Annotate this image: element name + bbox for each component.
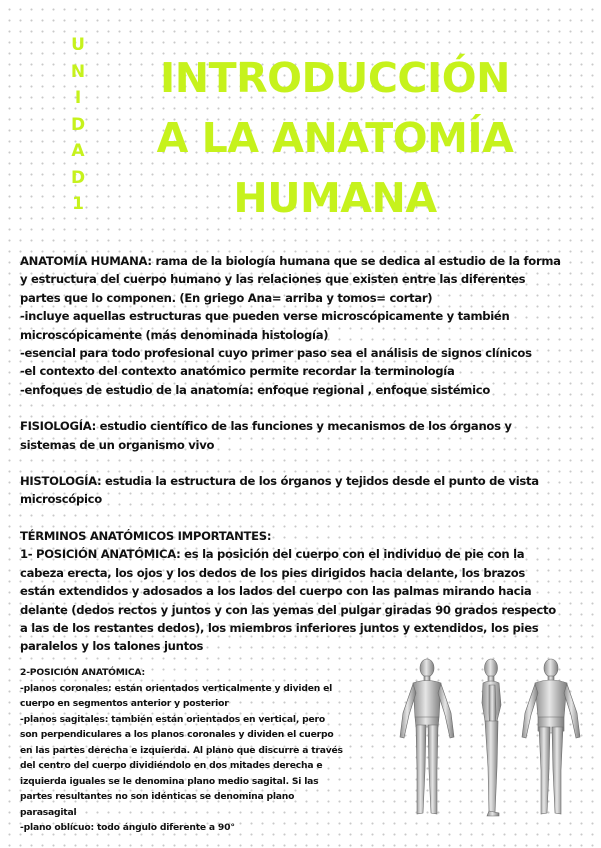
text-line: cuerpo en segmentos anterior y posterior: [20, 698, 229, 709]
text-line: -plano oblícuo: todo ángulo diferente a 90°: [20, 822, 235, 833]
title-line: A LA ANATOMÍA: [156, 114, 514, 162]
text-line: 1- POSICIÓN ANATÓMICA: es la posición del cuerpo con el individuo de pie con la: [20, 547, 525, 562]
text-line: HISTOLOGÍA: estudia la estructura de los órganos y tejidos desde el punto de vista: [20, 474, 539, 489]
text-line: a las de los restantes dedos), los miembros inferiores juntos y extendidos, los pies: [20, 620, 539, 635]
fisiologia-section: [20, 417, 580, 454]
text-line: -esencial para todo profesional cuyo primer paso sea el análisis de signos clínicos: [20, 346, 532, 361]
unit-letter: I: [74, 88, 82, 108]
text-line: -planos sagitales: también están orientados en vertical, pero: [20, 713, 325, 725]
text-line: delante (dedos rectos y juntos y con las yemas del pulgar giradas 90 grados respecto: [20, 602, 556, 617]
text-line: están extendidos y adosados a los lados del cuerpo con las palmas mirando hacia: [20, 584, 532, 599]
terminos-section: [20, 527, 580, 656]
text-line: partes resultantes no son idénticas se denomina plano: [20, 791, 295, 802]
text-line: microscópicamente (más denominada histología): [20, 327, 329, 342]
text-line: son perpendiculares a los planos coronales y dividen el cuerpo: [20, 729, 334, 740]
unit-letter: A: [71, 141, 85, 161]
title-line: INTRODUCCIÓN: [160, 54, 510, 102]
posicion2-section: [20, 665, 380, 836]
unit-letter: N: [70, 61, 86, 82]
title-line: HUMANA: [233, 174, 437, 222]
text-line: microscópico: [20, 492, 102, 507]
section-heading: 2-POSICIÓN ANATÓMICA:: [20, 667, 145, 678]
text-line: en las partes derecha e izquierda. Al plano que discurre a través: [20, 744, 343, 756]
text-line: -incluye aquellas estructuras que pueden verse microscópicamente y también: [20, 309, 510, 324]
text-line: -planos coronales: están orientados verticalmente y dividen el: [20, 682, 333, 694]
page-title: [120, 48, 550, 228]
text-line: izquierda iguales se le denomina plano medio sagital. Si las: [20, 775, 319, 787]
unit-letter: D: [70, 167, 86, 188]
unit-letter: U: [71, 35, 85, 55]
unit-letter: 1: [72, 194, 84, 214]
text-line: -el contexto del contexto anatómico permite recordar la terminología: [20, 364, 455, 379]
unit-vertical-label: [64, 32, 92, 218]
text-line: partes que lo componen. (En griego Ana= arriba y tomos= cortar): [20, 290, 433, 305]
text-line: ANATOMÍA HUMANA: rama de la biología humana que se dedica al estudio de la forma: [20, 254, 561, 268]
text-line: cabeza erecta, los ojos y los dedos de los pies dirigidos hacia delante, los brazos: [20, 565, 525, 580]
body-side-figure: [482, 659, 501, 816]
text-line: FISIOLOGÍA: estudio científico de las funciones y mecanismos de los órganos y: [20, 419, 512, 434]
text-line: y estructura del cuerpo humano y las relaciones que existen entre las diferentes: [20, 272, 526, 287]
text-line: -enfoques de estudio de la anatomía: enfoque regional , enfoque sistémico: [20, 382, 490, 397]
text-line: paralelos y los talones juntos: [20, 639, 204, 654]
body-back-figure: [522, 659, 580, 814]
body-front-figure: [400, 659, 454, 814]
section-heading: TÉRMINOS ANATÓMICOS IMPORTANTES:: [20, 528, 272, 543]
text-line: parasagital: [20, 806, 77, 818]
text-line: del centro del cuerpo dividiéndolo en dos mitades derecha e: [20, 760, 323, 771]
main-text: [20, 252, 580, 656]
histologia-section: [20, 472, 580, 509]
anatomia-section: [20, 252, 580, 399]
text-line: sistemas de un organismo vivo: [20, 437, 215, 452]
anatomical-figures-image: [395, 655, 585, 820]
unit-letter: D: [70, 114, 86, 135]
